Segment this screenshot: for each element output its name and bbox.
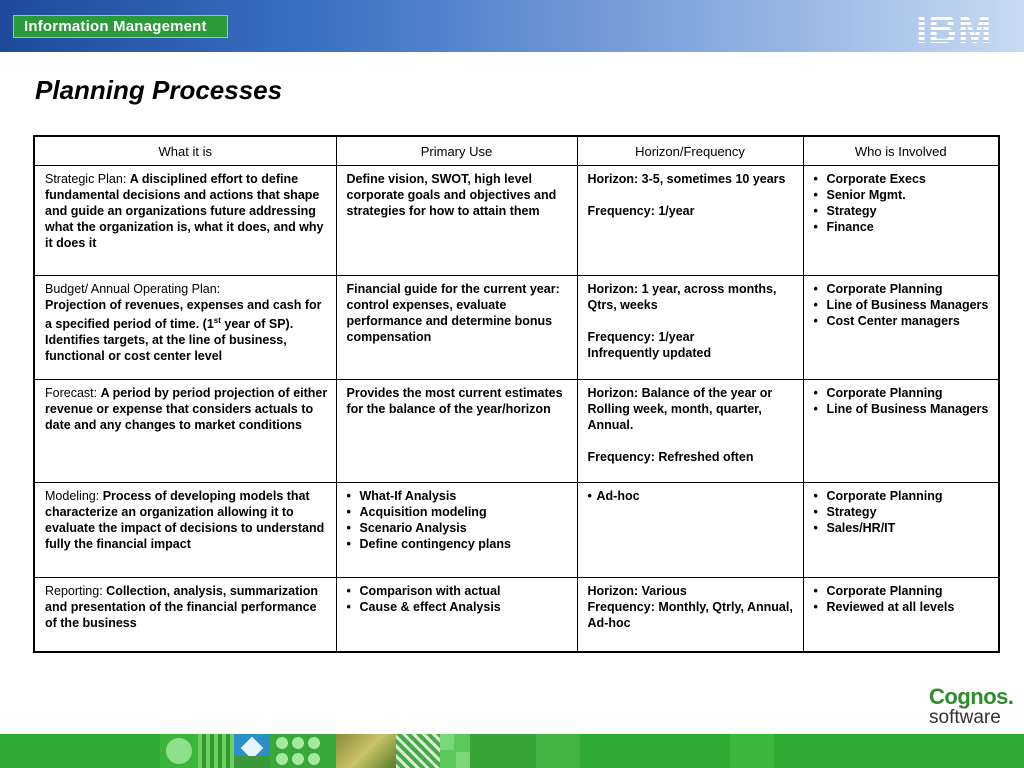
- table-row: [34, 166, 999, 276]
- row-label: Strategic Plan:: [45, 172, 127, 186]
- who-cell: [803, 483, 999, 578]
- list-item: • Cost Center managers: [814, 313, 991, 329]
- horizon-text: Horizon: Balance of the year or Rolling week, month, quarter, Annual.: [587, 386, 773, 432]
- horizon-text: Horizon: Various: [587, 584, 687, 598]
- list-item: • Corporate Planning: [814, 488, 991, 504]
- use-list: [347, 583, 569, 615]
- list-item: • Scenario Analysis: [347, 520, 569, 536]
- use-text: Provides the most current estimates for the balance of the year/horizon: [346, 386, 563, 416]
- list-item: • Corporate Planning: [814, 583, 991, 599]
- use-cell: [336, 380, 577, 483]
- what-cell: [34, 276, 336, 380]
- frequency-text: Frequency: 1/year: [587, 204, 695, 218]
- use-cell: [336, 578, 577, 652]
- list-item: • What-If Analysis: [347, 488, 569, 504]
- list-item: • Line of Business Managers: [814, 297, 991, 313]
- dots-pattern-icon: [270, 734, 336, 768]
- who-list: [814, 385, 991, 417]
- list-item: • Acquisition modeling: [347, 504, 569, 520]
- list-item: • Corporate Planning: [814, 281, 991, 297]
- column-header: Who is Involved: [803, 136, 999, 166]
- table-row: [34, 380, 999, 483]
- list-item: • Strategy: [814, 203, 991, 219]
- who-list: [814, 488, 991, 536]
- column-header: What it is: [34, 136, 336, 166]
- row-description: A disciplined effort to define fundamental decisions and actions that shape and guide an organizations future addressing what the organization is, what it does, and why it does it: [45, 172, 324, 250]
- what-cell: [34, 380, 336, 483]
- use-cell: [336, 166, 577, 276]
- horizon-cell: [577, 578, 803, 652]
- row-description: Collection, analysis, summarization and presentation of the financial performance of the business: [45, 584, 319, 630]
- planning-table: [33, 135, 1000, 653]
- row-label: Budget/ Annual Operating Plan:: [45, 282, 221, 296]
- circle-pattern-icon: [160, 734, 198, 768]
- list-item: • Corporate Planning: [814, 385, 991, 401]
- frequency-text: Frequency: 1/year Infrequently updated: [587, 330, 712, 360]
- frequency-text: Frequency: Refreshed often: [587, 450, 754, 464]
- list-item: • Reviewed at all levels: [814, 599, 991, 615]
- use-list: [347, 488, 569, 552]
- header-bar: [0, 0, 1024, 52]
- list-item: • Cause & effect Analysis: [347, 599, 569, 615]
- use-cell: [336, 483, 577, 578]
- cognos-sub: software: [929, 707, 1001, 728]
- decorative-footer-strip: [0, 734, 1024, 768]
- horizon-text: Horizon: 3-5, sometimes 10 years: [587, 172, 786, 186]
- who-list: [814, 583, 991, 615]
- table-row: [34, 483, 999, 578]
- row-description: Projection of revenues, expenses and cash for a specified period of time. (1st year of SP). Identifies targets, at the line of business, functional or cost center level: [45, 298, 322, 364]
- ibm-logo-icon: [914, 5, 1006, 47]
- column-header: Horizon/Frequency: [577, 136, 803, 166]
- horizon-cell: [577, 380, 803, 483]
- row-label: Reporting:: [45, 584, 103, 598]
- list-item: • Ad-hoc: [588, 488, 795, 504]
- who-cell: [803, 380, 999, 483]
- row-description: Process of developing models that characterize an organization allowing it to evaluate the impact of decisions to understand fully the financial impact: [45, 489, 325, 551]
- list-item: • Sales/HR/IT: [814, 520, 991, 536]
- who-cell: [803, 578, 999, 652]
- what-cell: [34, 578, 336, 652]
- what-cell: [34, 483, 336, 578]
- cognos-logo: [929, 684, 1014, 728]
- page-title: Planning Processes: [35, 75, 283, 105]
- product-badge: Information Management: [13, 15, 228, 38]
- list-item: • Senior Mgmt.: [814, 187, 991, 203]
- row-description: A period by period projection of either revenue or expense that considers actuals to date and any changes to market conditions: [45, 386, 328, 432]
- list-item: • Define contingency plans: [347, 536, 569, 552]
- who-cell: [803, 276, 999, 380]
- who-list: [814, 281, 991, 329]
- list-item: • Line of Business Managers: [814, 401, 991, 417]
- cognos-brand: Cognos.: [929, 684, 1014, 709]
- who-cell: [803, 166, 999, 276]
- frequency-text: Frequency: Monthly, Qtrly, Annual, Ad-hoc: [587, 600, 793, 630]
- table-header-row: [34, 136, 999, 166]
- use-text: Financial guide for the current year: control expenses, evaluate performance and determine bonus compensation: [346, 282, 560, 344]
- diamond-pattern-icon: [234, 734, 270, 768]
- row-label: Modeling:: [45, 489, 100, 503]
- column-header: Primary Use: [336, 136, 577, 166]
- row-label: Forecast:: [45, 386, 98, 400]
- list-item: • Finance: [814, 219, 991, 235]
- use-text: Define vision, SWOT, high level corporate goals and objectives and strategies for how to attain them: [346, 172, 557, 218]
- who-list: [814, 171, 991, 235]
- table-row: [34, 578, 999, 652]
- grid-pattern-icon: [440, 734, 470, 768]
- list-item: • Strategy: [814, 504, 991, 520]
- horizon-cell: [577, 276, 803, 380]
- horizon-list: [588, 488, 795, 504]
- horizon-cell: [577, 166, 803, 276]
- list-item: • Corporate Execs: [814, 171, 991, 187]
- table-row: [34, 276, 999, 380]
- horizon-cell: [577, 483, 803, 578]
- use-cell: [336, 276, 577, 380]
- what-cell: [34, 166, 336, 276]
- list-item: • Comparison with actual: [347, 583, 569, 599]
- horizon-text: Horizon: 1 year, across months, Qtrs, weeks: [587, 282, 777, 312]
